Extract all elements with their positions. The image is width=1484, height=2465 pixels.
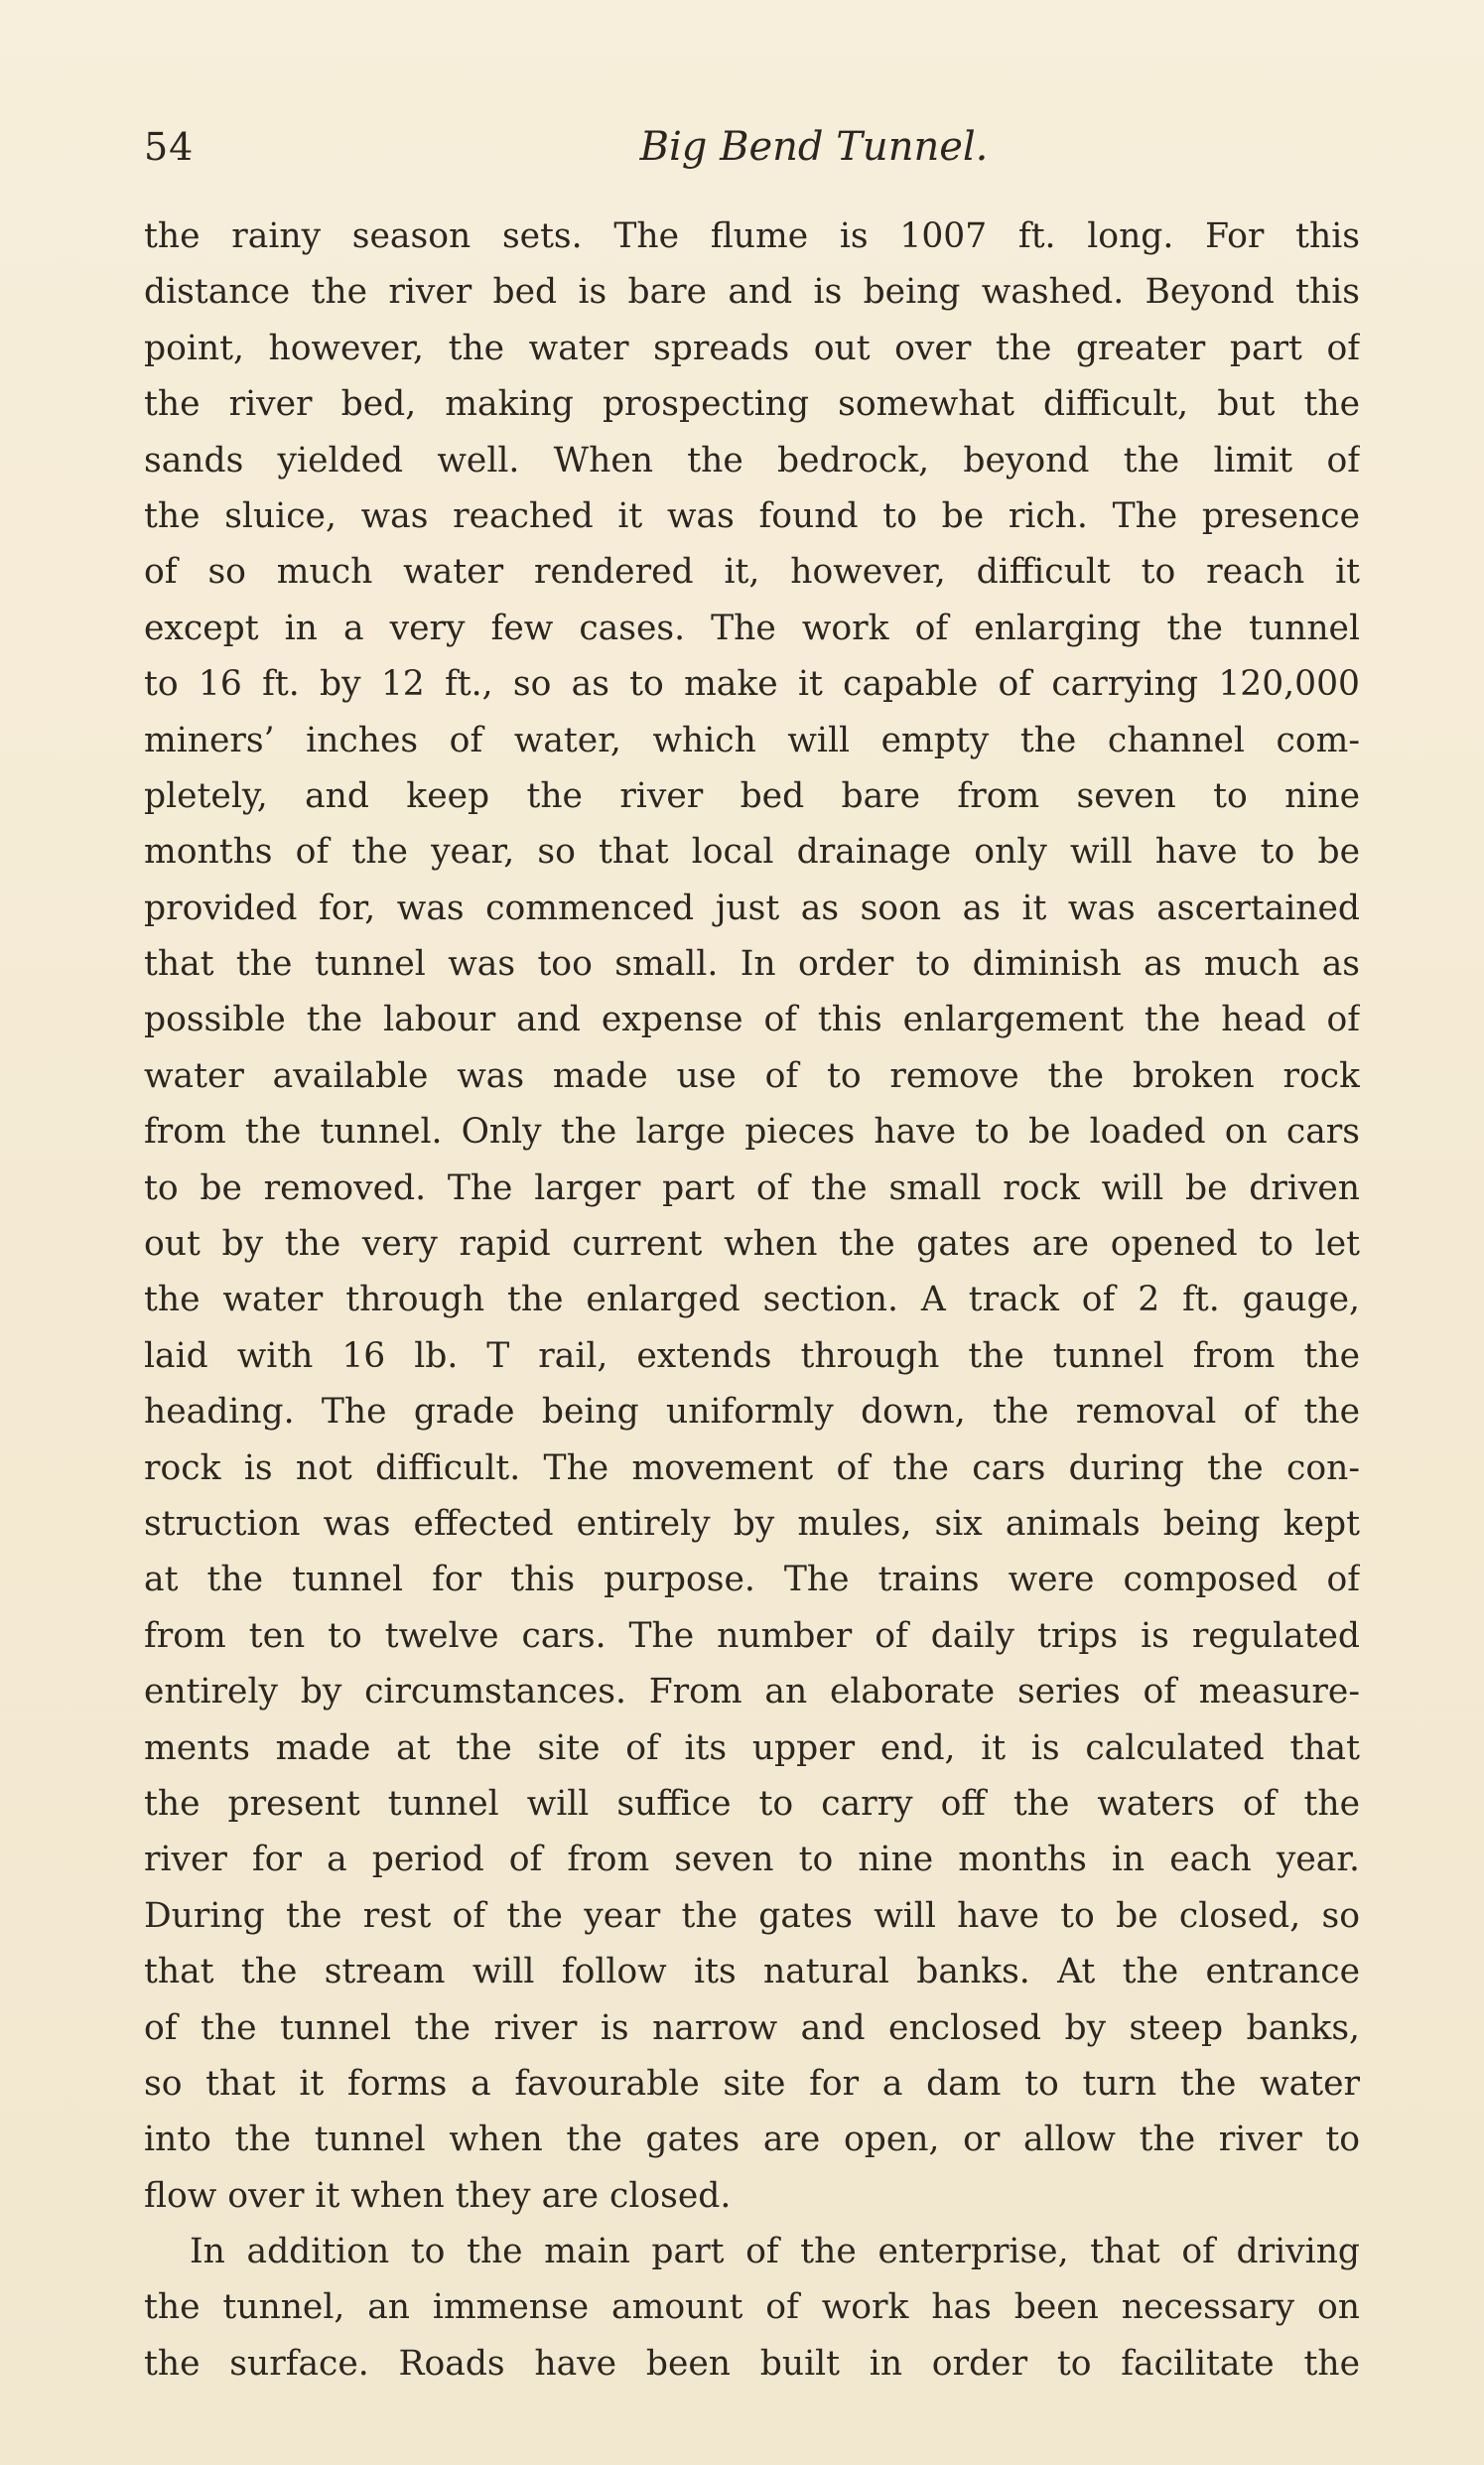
paragraph-1 [144,208,1360,2224]
text-line: of so much water rendered it, however, difficult to reach it [144,552,1360,593]
text-line: to 16 ft. by 12 ft., so as to make it capable of carrying 120,000 [144,664,1360,705]
text-line: ments made at the site of its upper end, it is calculated that [144,1727,1360,1768]
text-line: at the tunnel for this purpose. The trains were composed of [144,1560,1360,1600]
text-line: the surface. Roads have been built in order to facilitate the [144,2343,1360,2384]
text-line: of the tunnel the river is narrow and enclosed by steep banks, [144,2007,1360,2048]
text-line: flow over it when they are closed. [144,2175,732,2216]
text-line: that the stream will follow its natural banks. At the entrance [144,1952,1360,1992]
text-line: the present tunnel will suffice to carry off the waters of the [144,1783,1360,1824]
running-head [144,117,1375,177]
text-line: the water through the enlarged section. A track of 2 ft. gauge, [144,1280,1360,1320]
text-line: distance the river bed is bare and is being washed. Beyond this [144,272,1360,313]
text-line: water available was made use of to remove the broken rock [144,1055,1360,1096]
paragraph-2 [144,2224,1360,2392]
text-line: except in a very few cases. The work of enlarging the tunnel [144,608,1360,648]
text-line: to be removed. The larger part of the small rock will be driven [144,1167,1360,1208]
text-line: pletely, and keep the river bed bare from seven to nine [144,775,1360,816]
running-title: Big Bend Tunnel. [639,124,989,170]
text-line: point, however, the water spreads out over the greater part of [144,328,1360,368]
text-line: miners’ inches of water, which will empty the channel com- [144,720,1360,760]
text-line: struction was effected entirely by mules, six animals being kept [144,1503,1360,1544]
text-line: entirely by circumstances. From an elaborate series of measure- [144,1672,1360,1712]
text-line: laid with 16 lb. T rail, extends through the tunnel from the [144,1335,1360,1376]
text-line: In addition to the main part of the enterprise, that of driving [190,2232,1360,2272]
text-line: from ten to twelve cars. The number of daily trips is regulated [144,1615,1360,1656]
text-line: the rainy season sets. The flume is 1007 ft. long. For this [144,216,1360,256]
text-line: possible the labour and expense of this enlargement the head of [144,1000,1360,1040]
text-line: out by the very rapid current when the gates are opened to let [144,1224,1360,1265]
text-line: from the tunnel. Only the large pieces have to be loaded on cars [144,1112,1360,1153]
text-line: that the tunnel was too small. In order to diminish as much as [144,944,1360,985]
text-line: so that it forms a favourable site for a dam to turn the water [144,2063,1360,2104]
text-line: into the tunnel when the gates are open, or allow the river to [144,2120,1360,2160]
page-number: 54 [144,125,195,169]
text-line: heading. The grade being uniformly down, the removal of the [144,1392,1360,1433]
text-line: the river bed, making prospecting somewhat difficult, but the [144,384,1360,425]
text-line: provided for, was commenced just as soon as it was ascertained [144,888,1360,928]
text-line: During the rest of the year the gates will have to be closed, so [144,1895,1360,1936]
text-line: the tunnel, an immense amount of work has been necessary on [144,2287,1360,2328]
text-line: rock is not difficult. The movement of the cars during the con- [144,1447,1360,1488]
text-line: months of the year, so that local drainage only will have to be [144,832,1360,873]
text-line: river for a period of from seven to nine months in each year. [144,1840,1360,1880]
body-text [144,208,1360,2392]
text-line: the sluice, was reached it was found to be rich. The presence [144,495,1360,536]
text-line: sands yielded well. When the bedrock, beyond the limit of [144,440,1360,480]
